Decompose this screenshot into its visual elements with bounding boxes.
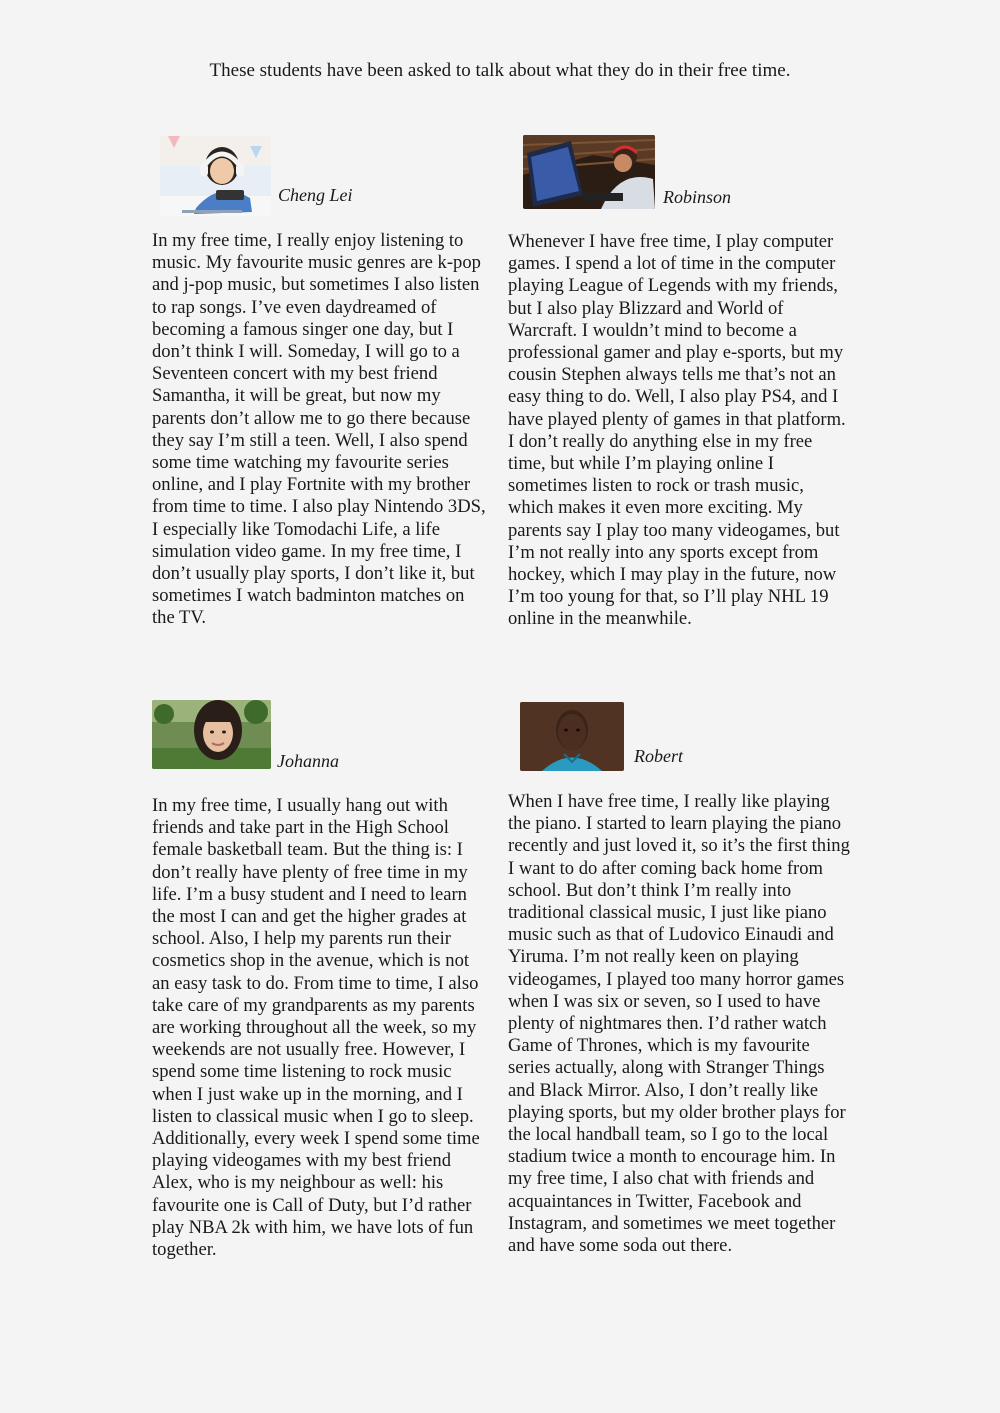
student-text-johanna: In my free time, I usually hang out with friends and take part in the High School female basketball team. But the thing is: I don’t really have plenty of free time in my life. I’m a busy student and I need to learn the most I can and get the higher grades at school. Also, I help my parents run their cosmetics shop in the avenue, which is not an easy task to do. From time to time, I also take care of my grandparents as my parents are working throughout all the week, so my weekends are not usually free. However, I spend some time listening to rock music when I just wake up in the morning, and I listen to classical music when I go to sleep. Additionally, every week I spend some time playing videogames with my best friend Alex, who is my neighbour as well: his favourite one is Call of Duty, but I’d rather play NBA 2k with him, we have lots of fun together. bbox=[152, 795, 480, 1261]
student-name-robinson: Robinson bbox=[663, 187, 732, 207]
student-name-cheng-lei: Cheng Lei bbox=[278, 185, 353, 205]
robert-photo bbox=[520, 702, 624, 771]
page-intro: These students have been asked to talk about what they do in their free time. bbox=[209, 60, 791, 81]
cheng-lei-photo bbox=[160, 136, 271, 216]
student-text-cheng-lei: In my free time, I really enjoy listening to music. My favourite music genres are k-pop and j-pop music, but sometimes I also listen to rap songs. I’ve even daydreamed of becoming a famous singer one day, but I don’t think I will. Someday, I will go to a Seventeen concert with my best friend Samantha, it will be great, but now my parents don’t allow me to go there because they say I’m still a teen. Well, I also spend some time watching my favourite series online, and I play Fortnite with my brother from time to time. I also play Nintendo 3DS, I especially like Tomodachi Life, a life simulation video game. In my free time, I don’t usually play sports, I don’t like it, but sometimes I watch badminton matches on the TV. bbox=[152, 230, 486, 629]
robinson-photo bbox=[523, 135, 655, 209]
student-name-robert: Robert bbox=[634, 746, 683, 766]
student-text-robert: When I have free time, I really like playing the piano. I started to learn playing the piano recently and just loved it, so it’s the first thing I want to do after coming back home from school. But don’t think I’m really into traditional classical music, I just like piano music such as that of Ludovico Einaudi and Yiruma. I’m not really keen on playing videogames, I played too many horror games when I was six or seven, so I used to have plenty of nightmares then. I’d rather watch Game of Thrones, which is my favourite series actually, along with Stranger Things and Black Mirror. Also, I don’t really like playing sports, but my older brother plays for the local handball team, so I go to the local stadium twice a month to encourage him. In my free time, I also chat with friends and acquaintances in Twitter, Facebook and Instagram, and sometimes we meet together and have some soda out there. bbox=[508, 791, 850, 1257]
student-text-robinson: Whenever I have free time, I play computer games. I spend a lot of time in the computer playing League of Legends with my friends, but I also play Blizzard and World of Warcraft. I wouldn’t mind to become a professional gamer and play e-sports, but my cousin Stephen always tells me that’s not an easy thing to do. Well, I also play PS4, and I have played plenty of games in that platform. I don’t really do anything else in my free time, but while I’m playing online I sometimes listen to rock or trash music, which makes it even more exciting. My parents say I play too many videogames, but I’m not really into any sports except from hockey, which I may play in the future, now I’m too young for that, so I’ll play NHL 19 online in the meanwhile. bbox=[508, 231, 846, 630]
johanna-photo bbox=[152, 700, 271, 769]
student-name-johanna: Johanna bbox=[277, 751, 339, 771]
